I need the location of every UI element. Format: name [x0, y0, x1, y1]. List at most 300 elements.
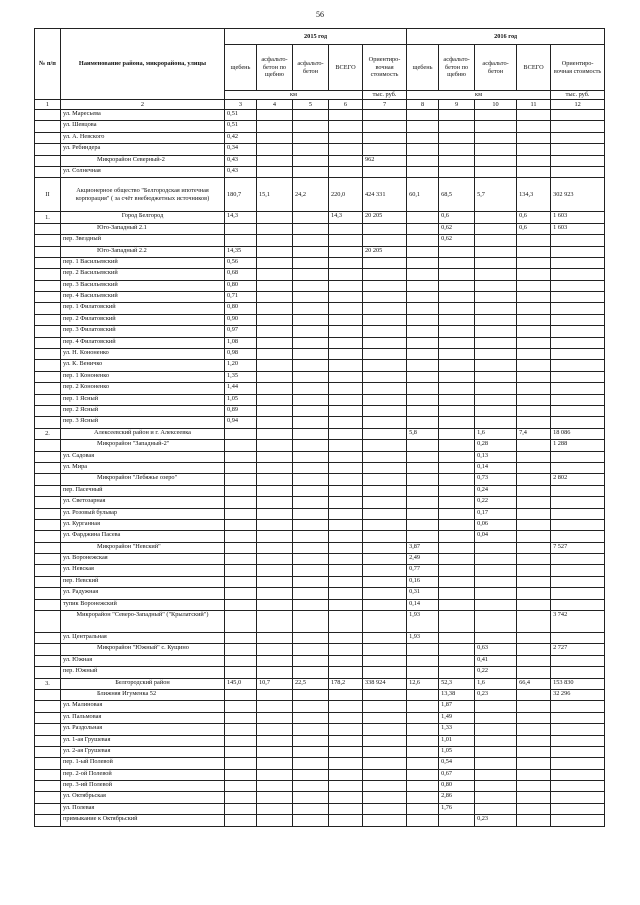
- value-cell: [551, 735, 605, 746]
- value-cell: [517, 667, 551, 678]
- value-cell: [329, 724, 363, 735]
- row-number-cell: [35, 280, 61, 291]
- value-cell: [517, 519, 551, 530]
- value-cell: [475, 337, 517, 348]
- value-cell: [517, 497, 551, 508]
- value-cell: [363, 440, 407, 451]
- sub-header: ВСЕГО: [329, 45, 363, 91]
- table-row: [35, 803, 605, 814]
- value-cell: [407, 360, 439, 371]
- value-cell: 3,87: [407, 542, 439, 553]
- value-cell: 0,14: [475, 462, 517, 473]
- value-cell: [439, 246, 475, 257]
- table-row: [35, 405, 605, 416]
- value-cell: [293, 462, 329, 473]
- value-cell: [293, 166, 329, 177]
- row-name-cell: Белгородский район: [61, 678, 225, 689]
- row-name-cell: пер. 2-ой Полевой: [61, 769, 225, 780]
- value-cell: [257, 485, 293, 496]
- value-cell: [329, 644, 363, 655]
- value-cell: [475, 110, 517, 121]
- value-cell: [329, 588, 363, 599]
- value-cell: [439, 303, 475, 314]
- value-cell: [407, 497, 439, 508]
- value-cell: [517, 349, 551, 360]
- value-cell: [293, 485, 329, 496]
- value-cell: [363, 337, 407, 348]
- value-cell: [363, 576, 407, 587]
- value-cell: [363, 769, 407, 780]
- value-cell: [329, 292, 363, 303]
- value-cell: [407, 257, 439, 268]
- row-name-cell: пер. 3-ий Полевой: [61, 781, 225, 792]
- value-cell: 0,54: [439, 758, 475, 769]
- value-cell: [517, 269, 551, 280]
- value-cell: [329, 758, 363, 769]
- row-number-cell: [35, 554, 61, 565]
- value-cell: [407, 121, 439, 132]
- value-cell: [439, 417, 475, 428]
- value-cell: [551, 769, 605, 780]
- value-cell: [225, 781, 257, 792]
- value-cell: [363, 781, 407, 792]
- row-name-cell: пер. 1 Ясный: [61, 394, 225, 405]
- value-cell: [293, 576, 329, 587]
- value-cell: [293, 235, 329, 246]
- value-cell: [517, 257, 551, 268]
- value-cell: [551, 485, 605, 496]
- sub-header: асфальто-бетон: [293, 45, 329, 91]
- row-name-cell: пер. Южный: [61, 667, 225, 678]
- table-row: [35, 155, 605, 166]
- value-cell: [407, 212, 439, 223]
- value-cell: [475, 633, 517, 644]
- value-cell: [257, 633, 293, 644]
- value-cell: [551, 508, 605, 519]
- table-row: [35, 326, 605, 337]
- sub-header: щебень: [407, 45, 439, 91]
- value-cell: [439, 554, 475, 565]
- row-name-cell: пер. 2 Кононенко: [61, 383, 225, 394]
- unit-km: км: [407, 91, 551, 100]
- table-row: [35, 633, 605, 644]
- value-cell: [293, 417, 329, 428]
- table-row: [35, 360, 605, 371]
- value-cell: [551, 746, 605, 757]
- value-cell: [551, 588, 605, 599]
- value-cell: [517, 451, 551, 462]
- row-name-cell: ул. Н. Кононенко: [61, 349, 225, 360]
- table-row: [35, 769, 605, 780]
- value-cell: [551, 531, 605, 542]
- row-number-cell: [35, 815, 61, 826]
- value-cell: [551, 292, 605, 303]
- value-cell: 0,31: [407, 588, 439, 599]
- col-number: 9: [439, 100, 475, 110]
- value-cell: [363, 269, 407, 280]
- value-cell: [293, 428, 329, 439]
- value-cell: [257, 735, 293, 746]
- value-cell: [363, 735, 407, 746]
- value-cell: [363, 144, 407, 155]
- value-cell: [475, 314, 517, 325]
- value-cell: [225, 689, 257, 700]
- value-cell: 0,43: [225, 166, 257, 177]
- value-cell: [363, 223, 407, 234]
- value-cell: [517, 462, 551, 473]
- value-cell: 0,56: [225, 257, 257, 268]
- value-cell: [475, 758, 517, 769]
- value-cell: [329, 405, 363, 416]
- value-cell: [293, 383, 329, 394]
- row-name-cell: Ближняя Игуменка 52: [61, 689, 225, 700]
- table-row: [35, 178, 605, 212]
- value-cell: [475, 360, 517, 371]
- value-cell: [225, 474, 257, 485]
- value-cell: [257, 155, 293, 166]
- value-cell: [407, 667, 439, 678]
- value-cell: [257, 724, 293, 735]
- value-cell: [225, 611, 257, 633]
- value-cell: 0,73: [475, 474, 517, 485]
- value-cell: [407, 474, 439, 485]
- value-cell: [363, 121, 407, 132]
- value-cell: [551, 360, 605, 371]
- row-number-cell: [35, 792, 61, 803]
- value-cell: [517, 394, 551, 405]
- value-cell: [439, 383, 475, 394]
- value-cell: [551, 815, 605, 826]
- value-cell: 68,5: [439, 178, 475, 212]
- value-cell: [475, 212, 517, 223]
- value-cell: [329, 428, 363, 439]
- value-cell: [257, 223, 293, 234]
- value-cell: [407, 746, 439, 757]
- value-cell: 3 742: [551, 611, 605, 633]
- row-name-cell: пер. 1-ый Полевой: [61, 758, 225, 769]
- value-cell: [257, 667, 293, 678]
- value-cell: [407, 758, 439, 769]
- value-cell: [329, 223, 363, 234]
- value-cell: [329, 792, 363, 803]
- table-row: [35, 781, 605, 792]
- value-cell: 0,67: [439, 769, 475, 780]
- value-cell: [293, 394, 329, 405]
- value-cell: [329, 280, 363, 291]
- value-cell: [475, 246, 517, 257]
- value-cell: [551, 633, 605, 644]
- row-number-cell: [35, 292, 61, 303]
- value-cell: [293, 542, 329, 553]
- table-row: [35, 417, 605, 428]
- value-cell: [293, 326, 329, 337]
- row-number-cell: [35, 746, 61, 757]
- value-cell: [257, 474, 293, 485]
- value-cell: [439, 565, 475, 576]
- value-cell: [293, 554, 329, 565]
- value-cell: [257, 769, 293, 780]
- value-cell: [439, 497, 475, 508]
- value-cell: [257, 451, 293, 462]
- value-cell: [475, 599, 517, 610]
- value-cell: [329, 337, 363, 348]
- value-cell: [551, 724, 605, 735]
- row-number-cell: [35, 269, 61, 280]
- value-cell: [225, 769, 257, 780]
- value-cell: 15,1: [257, 178, 293, 212]
- value-cell: 0,06: [475, 519, 517, 530]
- row-name-cell: пер. 4 Васильевский: [61, 292, 225, 303]
- value-cell: [363, 349, 407, 360]
- sub-header: щебень: [225, 45, 257, 91]
- value-cell: [329, 633, 363, 644]
- sub-header: асфальто-бетон: [475, 45, 517, 91]
- value-cell: [257, 269, 293, 280]
- value-cell: [439, 326, 475, 337]
- value-cell: [257, 815, 293, 826]
- value-cell: [439, 655, 475, 666]
- value-cell: [293, 781, 329, 792]
- value-cell: 18 086: [551, 428, 605, 439]
- value-cell: [439, 451, 475, 462]
- value-cell: [517, 383, 551, 394]
- value-cell: [293, 519, 329, 530]
- value-cell: [407, 781, 439, 792]
- value-cell: [329, 815, 363, 826]
- value-cell: [257, 701, 293, 712]
- value-cell: [225, 644, 257, 655]
- value-cell: [363, 383, 407, 394]
- value-cell: [257, 428, 293, 439]
- value-cell: [225, 655, 257, 666]
- sub-header: ВСЕГО: [517, 45, 551, 91]
- row-number-cell: [35, 394, 61, 405]
- col-number: 6: [329, 100, 363, 110]
- value-cell: [439, 280, 475, 291]
- value-cell: [551, 269, 605, 280]
- value-cell: [407, 223, 439, 234]
- value-cell: [225, 440, 257, 451]
- value-cell: 134,3: [517, 178, 551, 212]
- value-cell: [363, 485, 407, 496]
- value-cell: 1,93: [407, 633, 439, 644]
- table-row: [35, 132, 605, 143]
- value-cell: [475, 781, 517, 792]
- value-cell: [551, 155, 605, 166]
- value-cell: [407, 246, 439, 257]
- year-2015-header: 2015 год: [225, 29, 407, 45]
- row-name-cell: пер. Невский: [61, 576, 225, 587]
- value-cell: [363, 314, 407, 325]
- value-cell: [225, 519, 257, 530]
- value-cell: [439, 144, 475, 155]
- row-name-cell: пер. 2 Филатовский: [61, 314, 225, 325]
- unit-rub: тыс. руб.: [363, 91, 407, 100]
- header-row-years: [35, 29, 605, 45]
- table-row: [35, 724, 605, 735]
- value-cell: [475, 611, 517, 633]
- value-cell: [551, 451, 605, 462]
- value-cell: [363, 531, 407, 542]
- value-cell: [517, 746, 551, 757]
- row-name-cell: ул. Светозарная: [61, 497, 225, 508]
- value-cell: 0,63: [475, 644, 517, 655]
- value-cell: [407, 485, 439, 496]
- value-cell: [329, 611, 363, 633]
- value-cell: [363, 235, 407, 246]
- value-cell: [363, 326, 407, 337]
- value-cell: [225, 588, 257, 599]
- value-cell: 0,16: [407, 576, 439, 587]
- value-cell: 0,04: [475, 531, 517, 542]
- value-cell: [225, 735, 257, 746]
- row-number-cell: [35, 132, 61, 143]
- value-cell: [329, 417, 363, 428]
- value-cell: 424 331: [363, 178, 407, 212]
- row-number-cell: [35, 519, 61, 530]
- value-cell: 20 205: [363, 246, 407, 257]
- value-cell: [407, 701, 439, 712]
- value-cell: 220,0: [329, 178, 363, 212]
- value-cell: 0,6: [517, 223, 551, 234]
- value-cell: [363, 542, 407, 553]
- value-cell: 0,80: [225, 280, 257, 291]
- value-cell: [329, 235, 363, 246]
- value-cell: [551, 303, 605, 314]
- value-cell: [363, 758, 407, 769]
- value-cell: 14,3: [225, 212, 257, 223]
- value-cell: [439, 121, 475, 132]
- table-row: [35, 735, 605, 746]
- value-cell: [517, 246, 551, 257]
- value-cell: [225, 554, 257, 565]
- value-cell: [363, 724, 407, 735]
- row-name-cell: Акционерное общество "Белгородская ипотечная корпорация" ( за счёт внебюджетных источников): [61, 178, 225, 212]
- value-cell: [363, 132, 407, 143]
- row-name-cell: Микрорайон "Лебяжье озеро": [61, 474, 225, 485]
- value-cell: 0,80: [439, 781, 475, 792]
- value-cell: [363, 110, 407, 121]
- row-number-cell: [35, 576, 61, 587]
- value-cell: [475, 269, 517, 280]
- value-cell: [439, 269, 475, 280]
- value-cell: [475, 542, 517, 553]
- value-cell: [257, 599, 293, 610]
- value-cell: 338 924: [363, 678, 407, 689]
- value-cell: [363, 451, 407, 462]
- value-cell: [407, 769, 439, 780]
- value-cell: [439, 542, 475, 553]
- value-cell: [363, 588, 407, 599]
- value-cell: [363, 166, 407, 177]
- value-cell: [257, 360, 293, 371]
- value-cell: 1,35: [225, 371, 257, 382]
- value-cell: [225, 428, 257, 439]
- value-cell: 0,28: [475, 440, 517, 451]
- value-cell: [363, 792, 407, 803]
- value-cell: [475, 712, 517, 723]
- value-cell: [551, 314, 605, 325]
- row-number-cell: [35, 781, 61, 792]
- value-cell: [363, 712, 407, 723]
- value-cell: [551, 655, 605, 666]
- row-name-cell: ул. Полевая: [61, 803, 225, 814]
- col-number: 1: [35, 100, 61, 110]
- value-cell: 1 603: [551, 212, 605, 223]
- value-cell: [329, 462, 363, 473]
- value-cell: [225, 633, 257, 644]
- row-number-cell: [35, 110, 61, 121]
- value-cell: [257, 246, 293, 257]
- value-cell: [407, 132, 439, 143]
- value-cell: [293, 497, 329, 508]
- value-cell: [293, 223, 329, 234]
- sub-header: Ориентиро-вочная стоимость: [551, 45, 605, 91]
- value-cell: [517, 292, 551, 303]
- value-cell: 2 802: [551, 474, 605, 485]
- value-cell: [475, 701, 517, 712]
- value-cell: [363, 815, 407, 826]
- value-cell: [517, 758, 551, 769]
- value-cell: [551, 337, 605, 348]
- value-cell: [551, 519, 605, 530]
- row-name-cell: Микрорайон "Невский": [61, 542, 225, 553]
- value-cell: [257, 519, 293, 530]
- value-cell: [257, 303, 293, 314]
- value-cell: [329, 257, 363, 268]
- value-cell: 0,34: [225, 144, 257, 155]
- row-number-cell: [35, 360, 61, 371]
- table-row: [35, 280, 605, 291]
- value-cell: 0,97: [225, 326, 257, 337]
- value-cell: [257, 292, 293, 303]
- table-row: [35, 815, 605, 826]
- value-cell: [257, 746, 293, 757]
- value-cell: [551, 121, 605, 132]
- value-cell: [439, 440, 475, 451]
- row-number-cell: [35, 235, 61, 246]
- row-number-cell: [35, 383, 61, 394]
- value-cell: [225, 451, 257, 462]
- value-cell: [293, 746, 329, 757]
- row-number-cell: [35, 588, 61, 599]
- table-row: [35, 440, 605, 451]
- value-cell: [517, 792, 551, 803]
- value-cell: [517, 554, 551, 565]
- value-cell: [293, 257, 329, 268]
- value-cell: [439, 360, 475, 371]
- col-number: 7: [363, 100, 407, 110]
- value-cell: 22,5: [293, 678, 329, 689]
- value-cell: 14,3: [329, 212, 363, 223]
- value-cell: [475, 223, 517, 234]
- row-name-cell: ул. Ребиндера: [61, 144, 225, 155]
- value-cell: [475, 735, 517, 746]
- value-cell: [407, 292, 439, 303]
- row-number-cell: [35, 712, 61, 723]
- row-number-cell: [35, 474, 61, 485]
- value-cell: [517, 655, 551, 666]
- value-cell: [293, 611, 329, 633]
- value-cell: [329, 144, 363, 155]
- value-cell: [293, 440, 329, 451]
- row-name-cell: ул. Солнечная: [61, 166, 225, 177]
- value-cell: [293, 724, 329, 735]
- value-cell: [439, 314, 475, 325]
- value-cell: [407, 803, 439, 814]
- row-name-cell: пер. 3 Филатовский: [61, 326, 225, 337]
- value-cell: [551, 246, 605, 257]
